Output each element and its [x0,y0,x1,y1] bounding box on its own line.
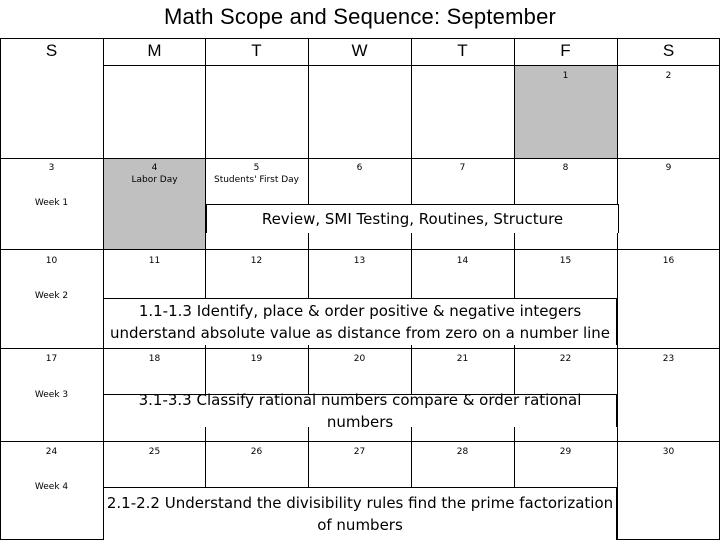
topic-week-3: 3.1-3.3 Classify rational numbers compare & order rational numbers [104,394,617,427]
week-1-label: Week 1 [34,198,69,208]
date-30: 30 [662,447,675,457]
date-13: 13 [353,256,366,266]
date-5: 5 [253,163,260,173]
date-7: 7 [459,163,466,173]
date-27: 27 [353,447,366,457]
date-15: 15 [559,256,572,266]
date-21: 21 [456,354,469,364]
date-9: 9 [665,163,672,173]
date-25: 25 [148,447,161,457]
topic-week-2-line-2: understand absolute value as distance from zero on a number line [109,324,611,342]
topic-week-2-line-1: 1.1-1.3 Identify, place & order positive & negative integers [138,302,582,320]
week-3-label: Week 3 [34,390,69,400]
date-4: 4 [151,163,158,173]
labor-day-note: Labor Day [131,175,178,185]
day-header-tuesday: T [251,41,262,60]
date-3: 3 [48,163,55,173]
date-17: 17 [45,354,58,364]
day-header-thursday: T [457,41,468,60]
date-6: 6 [356,163,363,173]
day-header-saturday: S [662,41,675,60]
topic-week-4 [104,487,617,540]
date-18: 18 [148,354,161,364]
date-26: 26 [250,447,263,457]
day-header-sunday: S [45,41,58,60]
day-header-wednesday: W [351,41,368,60]
date-14: 14 [456,256,469,266]
day-header-monday: M [147,41,162,60]
date-2: 2 [665,71,672,81]
date-28: 28 [456,447,469,457]
date-16: 16 [662,256,675,266]
date-19: 19 [250,354,263,364]
topic-week-2 [104,298,617,345]
date-11: 11 [148,256,161,266]
topic-week-4-line-1: 2.1-2.2 Understand the divisibility rules find the prime factorization [106,494,614,512]
topic-week-4-line-2: of numbers [317,516,403,534]
first-day-note: Students' First Day [213,175,300,185]
date-22: 22 [559,354,572,364]
date-8: 8 [562,163,569,173]
topic-week-1: Review, SMI Testing, Routines, Structure [206,204,619,233]
date-10: 10 [45,256,58,266]
date-29: 29 [559,447,572,457]
week-2-label: Week 2 [34,291,69,301]
date-24: 24 [45,447,58,457]
page-title: Math Scope and Sequence: September [163,4,557,29]
week-4-label: Week 4 [34,482,69,492]
date-1: 1 [562,71,569,81]
date-20: 20 [353,354,366,364]
date-23: 23 [662,354,675,364]
day-header-friday: F [560,41,571,60]
date-12: 12 [250,256,263,266]
